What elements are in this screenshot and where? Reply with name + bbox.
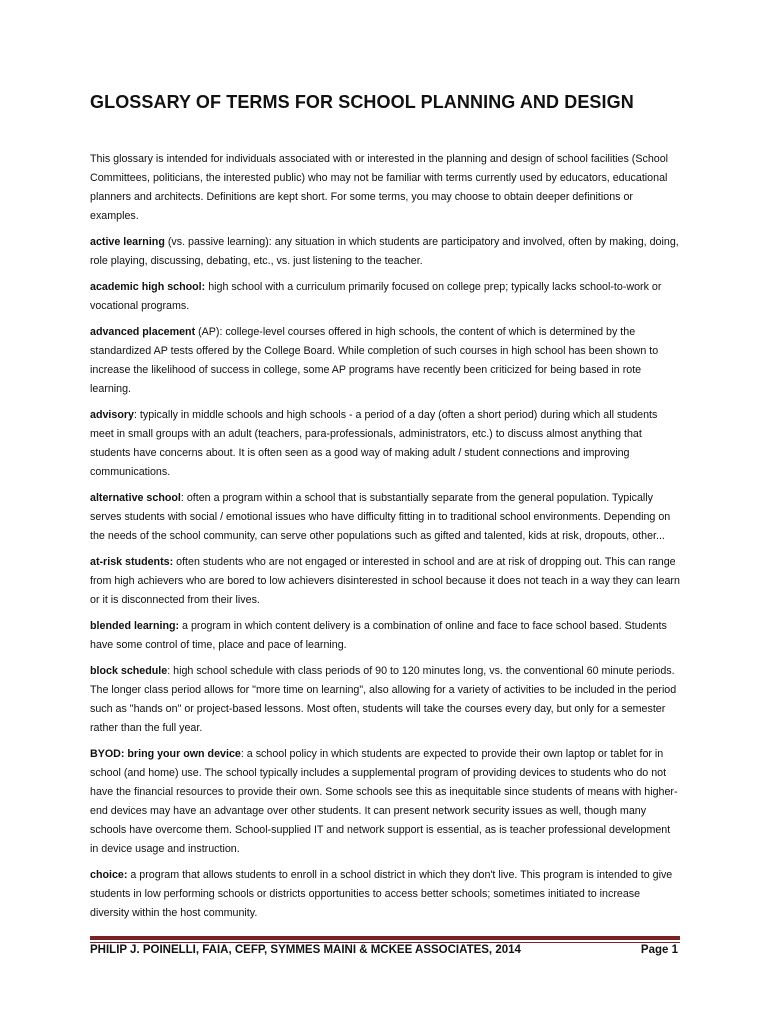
glossary-entry-at-risk-students xyxy=(90,553,680,610)
entry-definition: a program in which content delivery is a combination of online and face to face school based. Students have some control of time, place and pace of learning. xyxy=(90,620,667,651)
entry-term: at-risk students: xyxy=(90,556,174,568)
entry-term: block schedule xyxy=(90,665,168,677)
intro-paragraph: This glossary is intended for individuals associated with or interested in the planning and design of school facilities (School Committees, politicians, the interested public) who may not be familiar with terms currently used by educators, educational planners and architects. Definitions are kept short. For some terms, you may choose to obtain deeper definitions or examples. xyxy=(90,153,669,222)
entry-definition: often students who are not engaged or interested in school and are at risk of dropping out. This can range from high achievers who are bored to low achievers disinterested in school because it does not teach in a way they can learn or it is disconnected from their lives. xyxy=(90,556,680,606)
footer-author: PHILIP J. POINELLI, FAIA, CEFP, SYMMES MAINI & MCKEE ASSOCIATES, 2014 xyxy=(90,944,521,956)
glossary-entry-active-learning xyxy=(90,233,680,271)
glossary-entry-blended-learning xyxy=(90,617,680,655)
entry-term: BYOD: bring your own device xyxy=(90,748,241,760)
document-title: GLOSSARY OF TERMS FOR SCHOOL PLANNING AND DESIGN xyxy=(90,92,634,112)
glossary-entry-advanced-placement xyxy=(90,323,680,399)
entry-definition: : high school schedule with class periods of 90 to 120 minutes long, vs. the conventional 60 minute periods. The longer class period allows for "more time on learning", also allowing for a variety of activities to be included in the period such as "hands on" or project-based lessons. Most often, students will take the courses every day, but only for a semester rather than the full year. xyxy=(90,665,677,734)
entry-term: academic high school: xyxy=(90,281,206,293)
glossary-entry-byod xyxy=(90,745,680,859)
entry-term: alternative school xyxy=(90,492,181,504)
entry-definition: : a school policy in which students are expected to provide their own laptop or tablet for in school (and home) use. The school typically includes a supplemental program of providing devices to students who do not have the financial resources to provide their own. Some schools see this as inequitable since students of means with higher-end devices may have an advantage over other students. It can present network security issues as well, though many schools have overcome them. School-supplied IT and network support is essential, as is teacher professional development in device usage and instruction. xyxy=(90,748,678,855)
glossary-body xyxy=(90,150,680,930)
entry-term: advisory xyxy=(90,409,134,421)
entry-term: active learning xyxy=(90,236,165,248)
page-number: Page 1 xyxy=(640,944,678,956)
entry-term: choice: xyxy=(90,869,128,881)
entry-term: blended learning: xyxy=(90,620,180,632)
entry-definition: : often a program within a school that is substantially separate from the general population. Typically serves students with social / emotional issues who have difficulty fitting in to traditional school environments. Depending on the needs of the school community, can serve other populations such as gifted and talented, kids at risk, dropouts, other... xyxy=(90,492,671,542)
glossary-entry-block-schedule xyxy=(90,662,680,738)
glossary-entry-choice xyxy=(90,866,680,923)
entry-definition: a program that allows students to enroll in a school district in which they don't live. This program is intended to give students in low performing schools or districts opportunities to access better schools; sometimes initiated to increase diversity within the host community. xyxy=(90,869,673,919)
entry-definition: (vs. passive learning): any situation in which students are participatory and involved, often by making, doing, role playing, discussing, debating, etc., vs. just listening to the teacher. xyxy=(90,236,679,267)
glossary-entry-academic-high-school xyxy=(90,278,680,316)
footer-rule-thin xyxy=(90,942,680,943)
glossary-entry-advisory xyxy=(90,406,680,482)
glossary-entry-alternative-school xyxy=(90,489,680,546)
entry-definition: (AP): college-level courses offered in high schools, the content of which is determined by the standardized AP tests offered by the College Board. While completion of such courses in high school has been shown to increase the likelihood of success in college, some AP programs have recently been criticized for being based in rote learning. xyxy=(90,326,659,395)
footer-rule-thick xyxy=(90,936,680,940)
entry-definition: : typically in middle schools and high schools - a period of a day (often a short period) during which all students meet in small groups with an adult (teachers, para-professionals, administrators, etc.) to discuss almost anything that students have concerns about. It is often seen as a good way of making adult / student connections and improving communications. xyxy=(90,409,658,478)
entry-definition: high school with a curriculum primarily focused on college prep; typically lacks school-to-work or vocational programs. xyxy=(90,281,662,312)
entry-term: advanced placement xyxy=(90,326,196,338)
